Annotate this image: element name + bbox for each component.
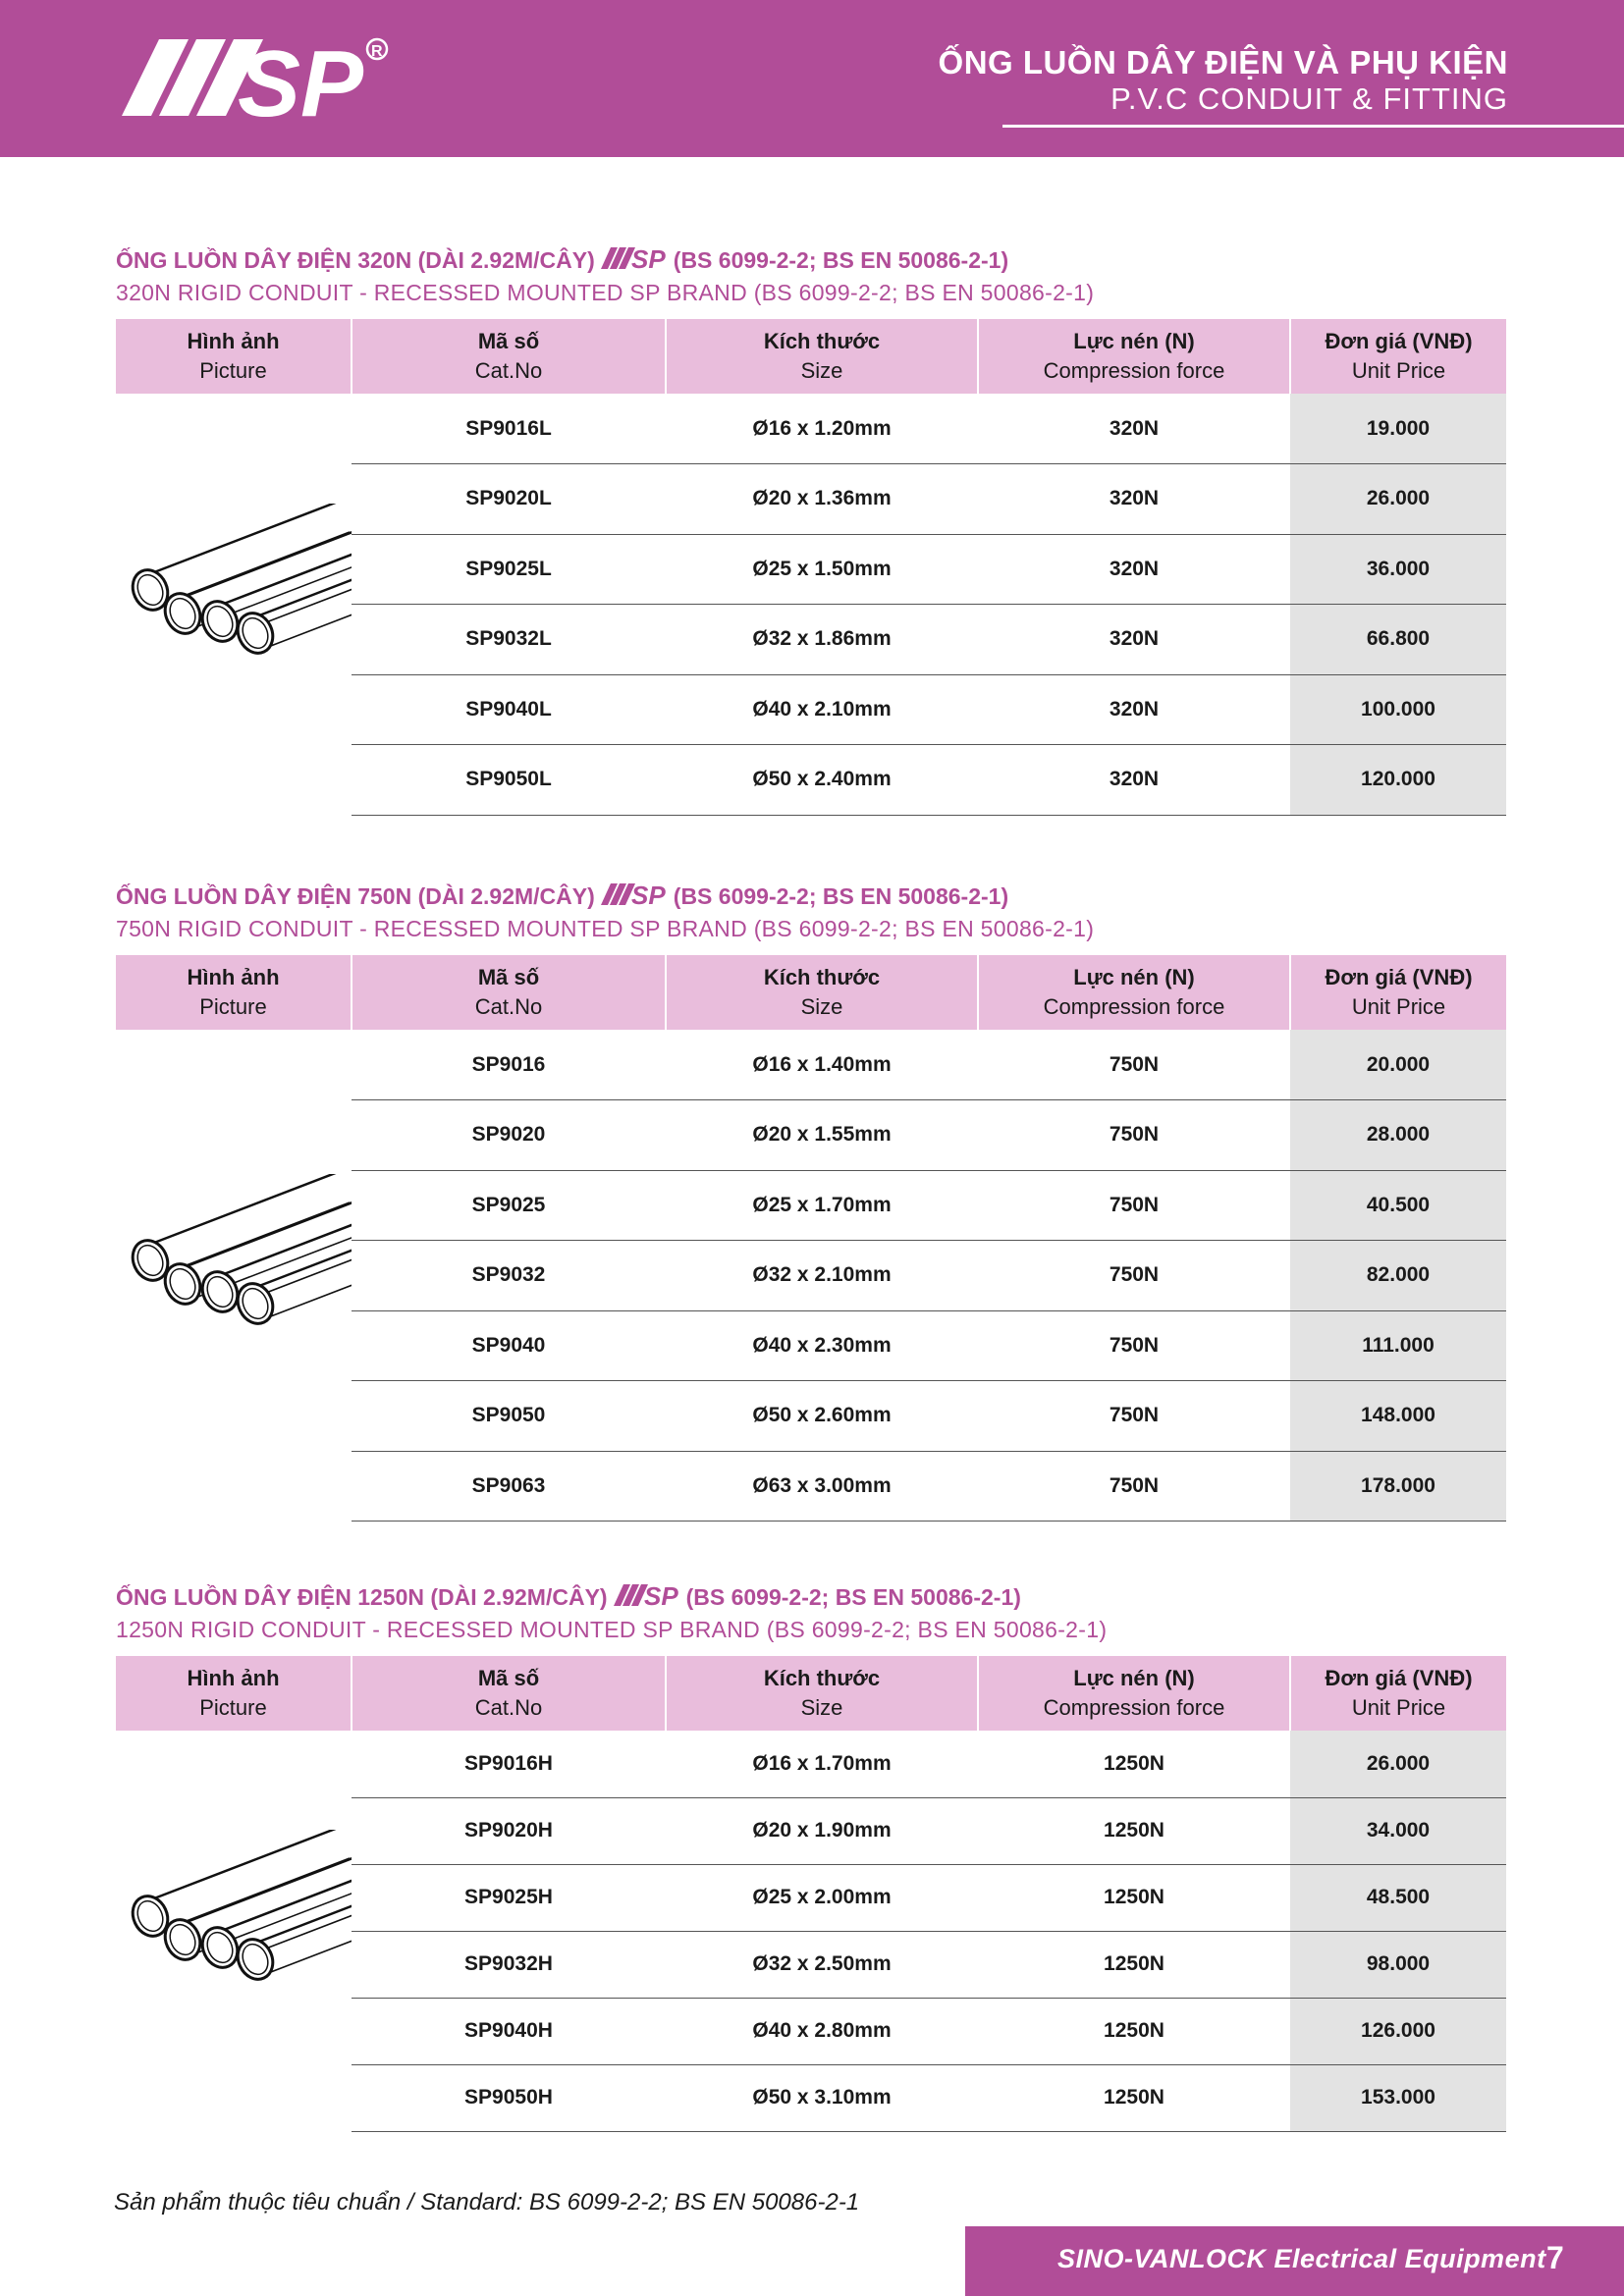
footer-brand: SINO-VANLOCK Electrical Equipment: [1057, 2244, 1546, 2273]
cell-size: Ø50 x 3.10mm: [666, 2064, 978, 2131]
svg-text:R: R: [371, 43, 383, 60]
cell-price: 148.000: [1290, 1381, 1506, 1452]
col-catno-header-en: Cat.No: [474, 358, 543, 383]
cell-force: 320N: [978, 464, 1290, 535]
cell-size: Ø16 x 1.40mm: [666, 1030, 978, 1100]
cell-catno: SP9032: [352, 1241, 666, 1311]
sp-logo-icon: [599, 245, 670, 278]
cell-size: Ø25 x 2.00mm: [666, 1864, 978, 1931]
section-title: [116, 881, 1506, 914]
col-force-header: [978, 1656, 1290, 1731]
section-title: [116, 245, 1506, 278]
col-force-header-vi: Lực nén (N): [1073, 1666, 1195, 1690]
cell-price: 82.000: [1290, 1241, 1506, 1311]
standard-note: Sản phẩm thuộc tiêu chuẩn / Standard: BS 6099-2-2; BS EN 50086-2-1: [114, 2189, 860, 2216]
product-section: [116, 1582, 1506, 2132]
sp-logo-icon: [110, 27, 405, 126]
price-table: [116, 1656, 1506, 2132]
cell-price: 153.000: [1290, 2064, 1506, 2131]
cell-force: 1250N: [978, 1998, 1290, 2064]
cell-size: Ø50 x 2.40mm: [666, 745, 978, 816]
cell-size: Ø20 x 1.36mm: [666, 464, 978, 535]
col-picture-header-en: Picture: [199, 994, 267, 1019]
cell-price: 120.000: [1290, 745, 1506, 816]
conduit-pipes-icon: [116, 504, 352, 700]
col-picture-header-en: Picture: [199, 358, 267, 383]
table-row: [116, 394, 1506, 464]
col-price-header-en: Unit Price: [1351, 1695, 1446, 1720]
col-size-header-en: Size: [800, 358, 843, 383]
cell-price: 19.000: [1290, 394, 1506, 464]
col-picture-header: [116, 955, 352, 1030]
col-force-header-vi: Lực nén (N): [1073, 329, 1195, 353]
col-picture-header: [116, 319, 352, 394]
col-force-header: [978, 319, 1290, 394]
conduit-pipes-icon: [116, 1830, 352, 2026]
cell-force: 320N: [978, 745, 1290, 816]
col-size-header: [666, 955, 978, 1030]
col-price-header-en: Unit Price: [1351, 994, 1446, 1019]
cell-catno: SP9020L: [352, 464, 666, 535]
cell-force: 750N: [978, 1030, 1290, 1100]
col-size-header: [666, 319, 978, 394]
cell-force: 320N: [978, 605, 1290, 675]
col-catno-header: [352, 319, 666, 394]
col-picture-header-vi: Hình ảnh: [187, 1666, 280, 1690]
cell-force: 1250N: [978, 1864, 1290, 1931]
col-price-header-vi: Đơn giá (VNĐ): [1325, 965, 1473, 989]
table-header-row: [116, 319, 1506, 394]
cell-size: Ø32 x 2.50mm: [666, 1931, 978, 1998]
table-header-row: [116, 1656, 1506, 1731]
cell-price: 98.000: [1290, 1931, 1506, 1998]
cell-catno: SP9040H: [352, 1998, 666, 2064]
cell-size: Ø25 x 1.70mm: [666, 1170, 978, 1241]
cell-size: Ø40 x 2.30mm: [666, 1310, 978, 1381]
cell-size: Ø40 x 2.10mm: [666, 674, 978, 745]
cell-force: 320N: [978, 394, 1290, 464]
svg-text:SP: SP: [630, 245, 666, 271]
col-price-header-vi: Đơn giá (VNĐ): [1325, 329, 1473, 353]
cell-size: Ø32 x 2.10mm: [666, 1241, 978, 1311]
cell-catno: SP9016H: [352, 1731, 666, 1797]
col-price-header-vi: Đơn giá (VNĐ): [1325, 1666, 1473, 1690]
cell-size: Ø16 x 1.70mm: [666, 1731, 978, 1797]
page-number: 7: [1546, 2240, 1564, 2275]
col-force-header-en: Compression force: [1043, 358, 1225, 383]
footer-bar: [965, 2226, 1624, 2296]
cell-size: Ø20 x 1.90mm: [666, 1797, 978, 1864]
col-catno-header-en: Cat.No: [474, 1695, 543, 1720]
cell-catno: SP9040: [352, 1310, 666, 1381]
cell-force: 1250N: [978, 1797, 1290, 1864]
cell-catno: SP9050L: [352, 745, 666, 816]
cell-catno: SP9032L: [352, 605, 666, 675]
sp-logo-icon: [599, 881, 670, 914]
cell-force: 1250N: [978, 2064, 1290, 2131]
svg-text:SP: SP: [630, 881, 666, 907]
header-title-vi: ỐNG LUỒN DÂY ĐIỆN VÀ PHỤ KIỆN: [938, 44, 1508, 80]
table-header-row: [116, 955, 1506, 1030]
product-picture: [116, 1030, 352, 1522]
header-title: [939, 43, 1508, 116]
col-force-header-en: Compression force: [1043, 1695, 1225, 1720]
cell-force: 750N: [978, 1170, 1290, 1241]
cell-size: Ø20 x 1.55mm: [666, 1100, 978, 1171]
cell-force: 750N: [978, 1100, 1290, 1171]
cell-price: 34.000: [1290, 1797, 1506, 1864]
cell-size: Ø63 x 3.00mm: [666, 1451, 978, 1522]
cell-price: 36.000: [1290, 534, 1506, 605]
cell-catno: SP9040L: [352, 674, 666, 745]
col-catno-header-en: Cat.No: [474, 994, 543, 1019]
header-divider: [1002, 125, 1624, 128]
cell-force: 750N: [978, 1310, 1290, 1381]
cell-catno: SP9050H: [352, 2064, 666, 2131]
cell-catno: SP9016: [352, 1030, 666, 1100]
cell-price: 26.000: [1290, 464, 1506, 535]
cell-size: Ø16 x 1.20mm: [666, 394, 978, 464]
section-title-standard: (BS 6099-2-2; BS EN 50086-2-1): [673, 247, 1009, 273]
cell-size: Ø40 x 2.80mm: [666, 1998, 978, 2064]
cell-catno: SP9025H: [352, 1864, 666, 1931]
col-price-header: [1290, 1656, 1506, 1731]
cell-price: 66.800: [1290, 605, 1506, 675]
cell-force: 320N: [978, 674, 1290, 745]
product-section: [116, 245, 1506, 816]
logo-text: SP: [238, 31, 364, 126]
col-picture-header-vi: Hình ảnh: [187, 965, 280, 989]
cell-force: 750N: [978, 1451, 1290, 1522]
table-row: [116, 1030, 1506, 1100]
conduit-pipes-icon: [116, 1174, 352, 1370]
col-catno-header-vi: Mã số: [477, 329, 540, 353]
cell-price: 126.000: [1290, 1998, 1506, 2064]
section-title-text: ỐNG LUỒN DÂY ĐIỆN 1250N (DÀI 2.92M/CÂY): [116, 1584, 608, 1610]
price-table: [116, 955, 1506, 1522]
cell-price: 28.000: [1290, 1100, 1506, 1171]
cell-force: 750N: [978, 1381, 1290, 1452]
cell-price: 26.000: [1290, 1731, 1506, 1797]
cell-price: 178.000: [1290, 1451, 1506, 1522]
cell-catno: SP9016L: [352, 394, 666, 464]
section-title-text: ỐNG LUỒN DÂY ĐIỆN 320N (DÀI 2.92M/CÂY): [116, 247, 595, 273]
section-subtitle: 320N RIGID CONDUIT - RECESSED MOUNTED SP BRAND (BS 6099-2-2; BS EN 50086-2-1): [116, 280, 1095, 305]
svg-text:SP: SP: [643, 1582, 678, 1608]
col-catno-header: [352, 955, 666, 1030]
col-size-header-en: Size: [800, 1695, 843, 1720]
col-force-header-en: Compression force: [1043, 994, 1225, 1019]
cell-force: 1250N: [978, 1731, 1290, 1797]
cell-size: Ø25 x 1.50mm: [666, 534, 978, 605]
col-price-header-en: Unit Price: [1351, 358, 1446, 383]
cell-price: 100.000: [1290, 674, 1506, 745]
col-picture-header-en: Picture: [199, 1695, 267, 1720]
cell-force: 320N: [978, 534, 1290, 605]
col-size-header-vi: Kích thước: [763, 1666, 881, 1690]
cell-force: 1250N: [978, 1931, 1290, 1998]
col-size-header-en: Size: [800, 994, 843, 1019]
product-picture: [116, 394, 352, 815]
col-picture-header: [116, 1656, 352, 1731]
section-title-standard: (BS 6099-2-2; BS EN 50086-2-1): [673, 883, 1009, 909]
product-section: [116, 881, 1506, 1522]
cell-catno: SP9025L: [352, 534, 666, 605]
col-catno-header: [352, 1656, 666, 1731]
section-title: [116, 1582, 1506, 1615]
cell-catno: SP9063: [352, 1451, 666, 1522]
section-subtitle: 750N RIGID CONDUIT - RECESSED MOUNTED SP BRAND (BS 6099-2-2; BS EN 50086-2-1): [116, 916, 1095, 941]
section-title-standard: (BS 6099-2-2; BS EN 50086-2-1): [685, 1584, 1021, 1610]
cell-size: Ø32 x 1.86mm: [666, 605, 978, 675]
col-price-header: [1290, 319, 1506, 394]
cell-catno: SP9025: [352, 1170, 666, 1241]
cell-price: 40.500: [1290, 1170, 1506, 1241]
col-size-header-vi: Kích thước: [763, 965, 881, 989]
cell-catno: SP9032H: [352, 1931, 666, 1998]
col-catno-header-vi: Mã số: [477, 965, 540, 989]
cell-price: 111.000: [1290, 1310, 1506, 1381]
cell-price: 48.500: [1290, 1864, 1506, 1931]
price-table: [116, 319, 1506, 816]
header-title-en: P.V.C CONDUIT & FITTING: [1110, 81, 1508, 116]
section-title-text: ỐNG LUỒN DÂY ĐIỆN 750N (DÀI 2.92M/CÂY): [116, 883, 595, 909]
product-picture: [116, 1731, 352, 2131]
table-row: [116, 1731, 1506, 1797]
col-size-header: [666, 1656, 978, 1731]
sp-logo-icon: [612, 1582, 682, 1615]
cell-catno: SP9020: [352, 1100, 666, 1171]
page-header: [0, 0, 1624, 157]
col-force-header-vi: Lực nén (N): [1073, 965, 1195, 989]
cell-price: 20.000: [1290, 1030, 1506, 1100]
section-subtitle: 1250N RIGID CONDUIT - RECESSED MOUNTED SP BRAND (BS 6099-2-2; BS EN 50086-2-1): [116, 1617, 1108, 1642]
cell-catno: SP9020H: [352, 1797, 666, 1864]
col-size-header-vi: Kích thước: [763, 329, 881, 353]
col-force-header: [978, 955, 1290, 1030]
col-price-header: [1290, 955, 1506, 1030]
cell-force: 750N: [978, 1241, 1290, 1311]
col-catno-header-vi: Mã số: [477, 1666, 540, 1690]
col-picture-header-vi: Hình ảnh: [187, 329, 280, 353]
cell-size: Ø50 x 2.60mm: [666, 1381, 978, 1452]
cell-catno: SP9050: [352, 1381, 666, 1452]
